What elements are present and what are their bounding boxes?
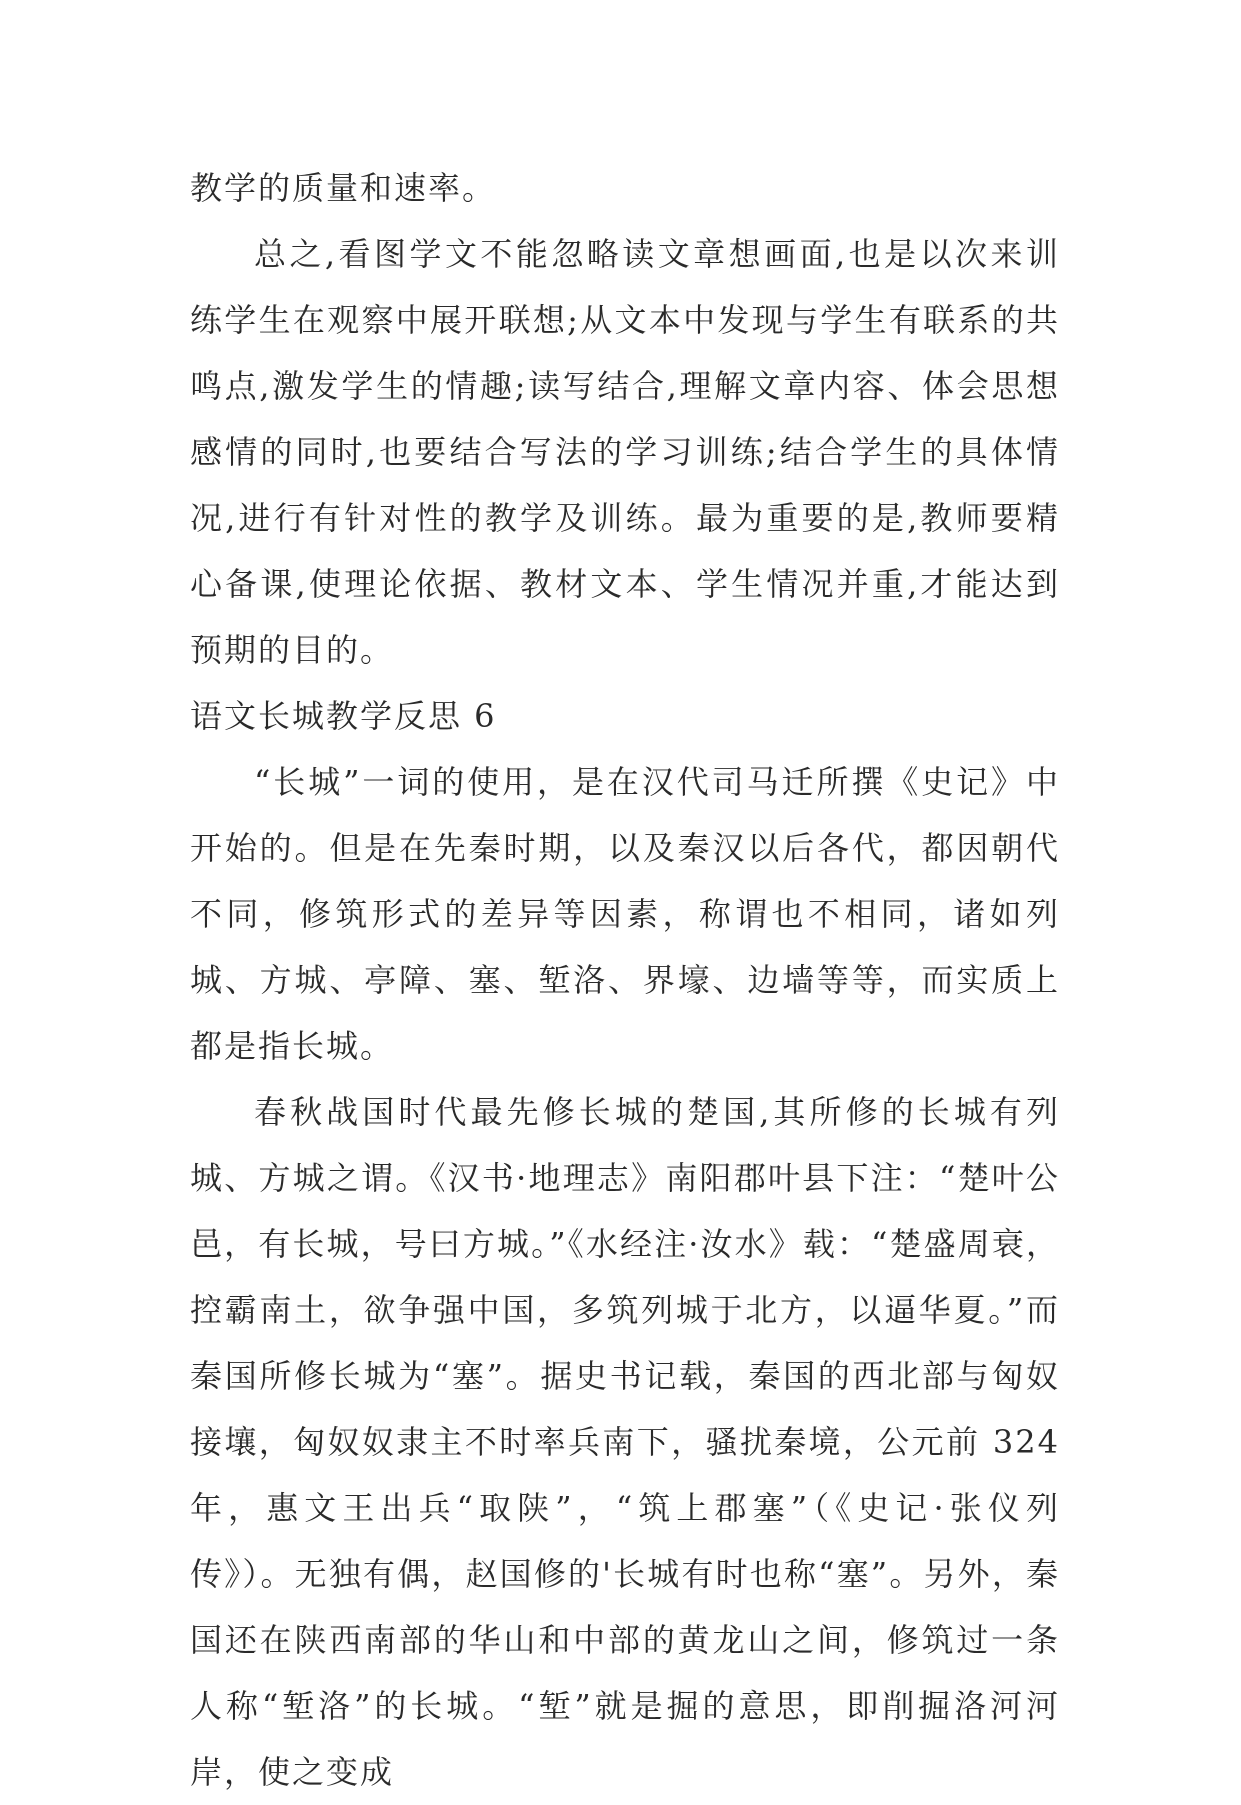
document-body [190,155,1060,1805]
section-title: 语文长城教学反思 6 [190,697,497,735]
paragraph-summary: 总之,看图学文不能忽略读文章想画面,也是以次来训练学生在观察中展开联想;从文本中发现与学生有联系的共鸣点,激发学生的情趣;读写结合,理解文章内容、体会思想感情的同时,也要结合写法的学习训练;结合学生的具体情况,进行有针对性的教学及训练。最为重要的是,教师要精心备课,使理论依据、教材文本、学生情况并重,才能达到预期的目的。 [190,235,1060,669]
paragraph-great-wall-term: “长城”一词的使用，是在汉代司马迁所撰《史记》中开始的。但是在先秦时期，以及秦汉以后各代，都因朝代不同，修筑形式的差异等因素，称谓也不相同，诸如列城、方城、亭障、塞、堑洛、界壕、边墙等等，而实质上都是指长城。 [190,763,1060,1065]
paragraph-continuation: 教学的质量和速率。 [190,169,497,207]
paragraph-spring-autumn: 春秋战国时代最先修长城的楚国,其所修的长城有列城、方城之谓。《汉书·地理志》南阳郡叶县下注：“楚叶公邑，有长城，号曰方城。”《水经注·汝水》载：“楚盛周衰，控霸南土，欲争强中国，多筑列城于北方，以逼华夏。”而秦国所修长城为“塞”。据史书记载，秦国的西北部与匈奴接壤，匈奴奴隶主不时率兵南下，骚扰秦境，公元前 324 年，惠文王出兵“取陕”，“筑上郡塞”（《史记·张仪列传》）。无独有偶，赵国修的'长城有时也称“塞”。另外，秦国还在陕西南部的华山和中部的黄龙山之间，修筑过一条人称“堑洛”的长城。“堑”就是掘的意思，即削掘洛河河岸，使之变成 [190,1093,1060,1791]
